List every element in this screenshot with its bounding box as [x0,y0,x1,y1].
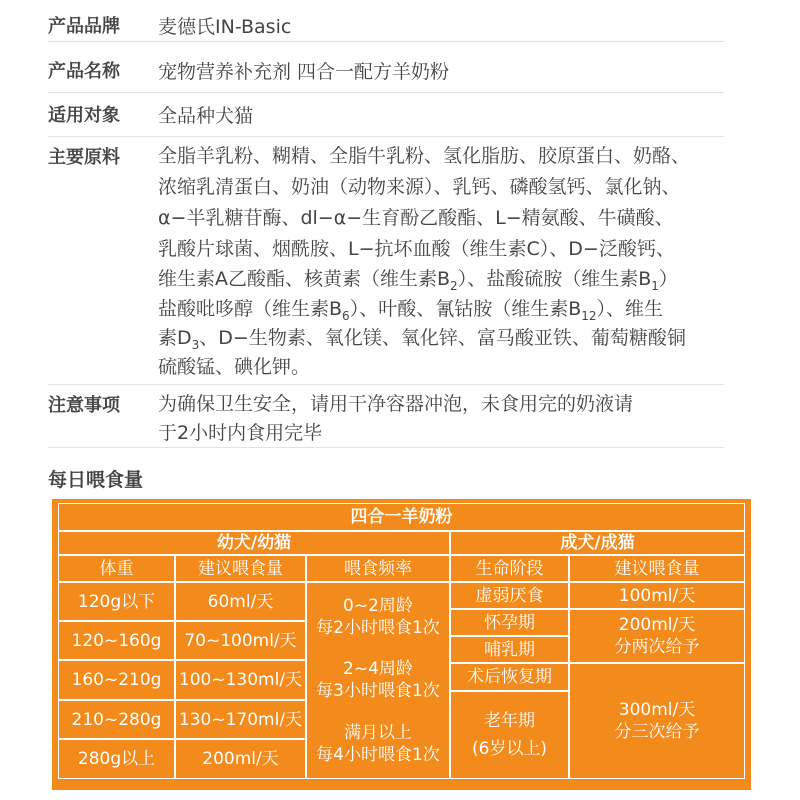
adult-amount-line: 200ml/天 [618,615,696,635]
ingredients-line-2: 浓缩乳清蛋白、奶油（动物来源）、乳钙、磷酸氢钙、氯化钠、 [158,176,681,198]
freq-age: 满月以上 [343,723,412,744]
notice-line-1: 为确保卫生安全，请用干净容器冲泡，未食用完的奶液请 [158,393,634,415]
ingredients-line-8: 硫酸锰、碘化钾。 [158,356,311,378]
adult-amount-weak: 100ml/天 [569,582,745,609]
col-freq-header: 喂食频率 [306,555,450,582]
section-title: 每日喂食量 [48,469,144,491]
table-row-weight: 120~160g [58,621,175,660]
ingredients-line-4: 乳酸片球菌、烟酰胺、L−抗坏血酸（维生素C）、D−泛酸钙、 [158,238,675,260]
adult-amount-line: 300ml/天 [618,700,696,720]
subscript: 1 [651,279,659,293]
table-row-amount: 100~130ml/天 [175,660,306,700]
ingredients-text: 素D [158,327,192,349]
stage-senior [450,691,569,779]
divider [48,92,724,93]
subscript: 6 [342,309,350,323]
ingredients-line-1: 全脂羊乳粉、糊精、全脂牛乳粉、氢化脂肪、胶原蛋白、奶酪、 [158,145,691,167]
ingredients-text: ）、盐酸硫胺（维生素B [457,268,652,290]
table-row-weight: 120g以下 [58,582,175,621]
ingredients-text: ）、叶酸、氰钴胺（维生素B [349,298,582,320]
freq-group [316,658,440,702]
name-value: 宠物营养补充剂 四合一配方羊奶粉 [158,61,450,83]
ingredients-text: 、D−生物素、氧化镁、氧化锌、富马酸亚铁、葡萄糖酸铜 [199,327,686,349]
stage-recovery: 术后恢复期 [450,663,569,691]
adult-amount-rest [569,663,745,779]
subscript: 12 [581,309,597,323]
table-row-weight: 280g以上 [58,739,175,779]
divider [48,384,724,385]
freq-rule: 每3小时喂食1次 [316,681,440,702]
stage-nursing: 哺乳期 [450,636,569,663]
divider [48,136,724,137]
col-stage-header: 生命阶段 [450,555,569,582]
freq-group [316,722,440,766]
ingredients-text: 维生素A乙酸酯、核黄素（维生素B [158,268,451,290]
freq-age: 0~2周龄 [343,595,413,616]
ingredients-text: ）、维生 [596,298,664,320]
adult-header: 成犬/成猫 [450,531,745,555]
divider [48,41,724,42]
ingredients-line-3: α−半乳糖苷酶、dl−α−生育酚乙酸酯、L−精氨酸、牛磺酸、 [158,207,674,229]
brand-label: 产品品牌 [48,16,120,37]
freq-group [316,595,440,639]
adult-amount-preg-nurse [569,609,745,663]
notice-line-2: 于2小时内食用完毕 [158,422,323,444]
stage-senior-note: (6岁以上) [471,739,548,759]
brand-value: 麦德氏IN-Basic [158,16,292,38]
target-label: 适用对象 [48,105,120,126]
ingredients-label: 主要原料 [48,147,120,168]
table-title: 四合一羊奶粉 [58,503,745,531]
feeding-table [52,499,751,790]
adult-amount-line: 分两次给予 [614,637,700,657]
divider [48,447,724,448]
table-row-amount: 70~100ml/天 [175,621,306,660]
freq-age: 2~4周龄 [343,659,413,680]
stage-senior-label: 老年期 [484,711,535,731]
table-row-amount: 60ml/天 [175,582,306,621]
freq-rule: 每4小时喂食1次 [316,745,440,766]
col-amount-header: 建议喂食量 [175,555,306,582]
subscript: 2 [450,279,458,293]
ingredients-line-6 [158,294,663,324]
subscript: 3 [191,338,200,352]
table-row-weight: 210~280g [58,700,175,739]
table-row-weight: 160~210g [58,660,175,700]
target-value: 全品种犬猫 [158,105,254,127]
freq-cell [306,582,450,779]
stage-pregnant: 怀孕期 [450,609,569,636]
ingredients-text: 盐酸吡哆醇（维生素B [158,298,343,320]
table-row-amount: 130~170ml/天 [175,700,306,739]
ingredients-line-5 [158,264,678,294]
freq-rule: 每2小时喂食1次 [316,617,440,638]
adult-amount-line: 分三次给予 [614,722,700,742]
notice-label: 注意事项 [48,395,120,416]
table-row-amount: 200ml/天 [175,739,306,779]
ingredients-line-7 [158,323,686,353]
col-weight-header: 体重 [58,555,175,582]
ingredients-text: ） [658,268,678,290]
col-adult-amount-header: 建议喂食量 [569,555,745,582]
stage-weak: 虚弱厌食 [450,582,569,609]
name-label: 产品名称 [48,61,120,82]
puppy-header: 幼犬/幼猫 [58,531,450,555]
